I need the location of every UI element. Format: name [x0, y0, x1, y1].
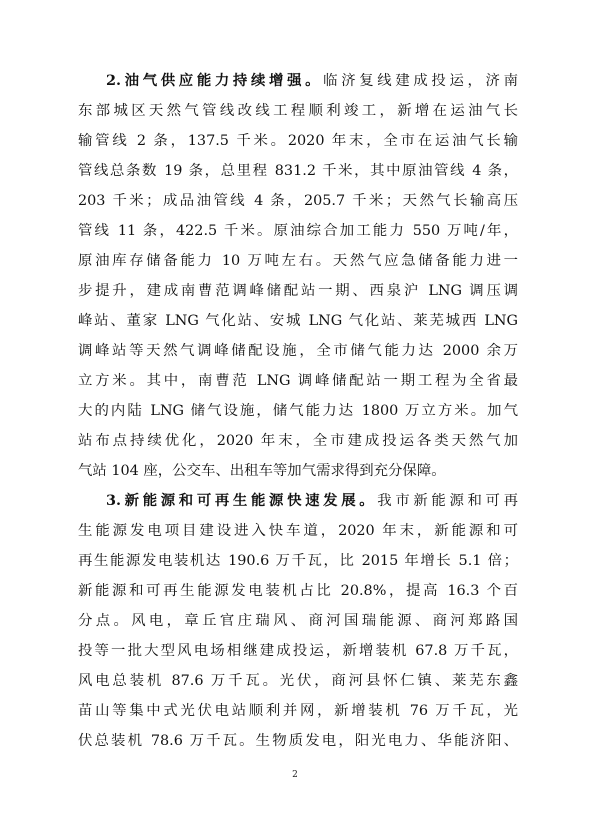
paragraph-1-line: 步提升，建成南曹范调峰储配站一期、西泉沪 LNG 调压调 — [78, 283, 518, 299]
body-text — [78, 66, 518, 756]
paragraph-2-line: 伏总装机 78.6 万千瓦。生物质发电，阳光电力、华能济阳、 — [78, 733, 518, 749]
paragraph-1-line: 管线 11 条，422.5 千米。原油综合加工能力 550 万吨/年， — [78, 223, 518, 239]
paragraph-1-line: 大的内陆 LNG 储气设施，储气能力达 1800 万立方米。加气 — [78, 403, 518, 419]
paragraph-1-heading: 2.油气供应能力持续增强。 — [106, 72, 324, 89]
paragraph-2-line: 苗山等集中式光伏电站顺利并网，新增装机 76 万千瓦，光 — [78, 703, 518, 719]
paragraph-1-line: 气站 104 座，公交车、出租车等加气需求得到充分保障。 — [78, 463, 446, 479]
paragraph-2-line: 生能源发电项目建设进入快车道，2020 年末，新能源和可 — [78, 523, 518, 539]
paragraph-1-line: 管线总条数 19 条，总里程 831.2 千米，其中原油管线 4 条， — [78, 163, 518, 179]
paragraph-2-line-1 — [78, 486, 518, 516]
paragraph-2-text: 我市新能源和可再 — [377, 493, 518, 509]
paragraph-2-heading: 3.新能源和可再生能源快速发展。 — [106, 492, 378, 509]
paragraph-1-line-1 — [78, 66, 518, 96]
paragraph-2-line: 风电总装机 87.6 万千瓦。光伏，商河县怀仁镇、莱芜东鑫 — [78, 673, 518, 689]
paragraph-2-line: 分点。风电，章丘官庄瑞风、商河国瑞能源、商河郑路国 — [78, 613, 518, 629]
paragraph-1-text: 临济复线建成投运，济南 — [323, 73, 518, 89]
paragraph-1-line: 站布点持续优化，2020 年末，全市建成投运各类天然气加 — [78, 433, 518, 449]
paragraph-1-line: 输管线 2 条，137.5 千米。2020 年末，全市在运油气长输 — [78, 133, 518, 149]
paragraph-1-line: 调峰站等天然气调峰储配设施，全市储气能力达 2000 余万 — [78, 343, 518, 359]
paragraph-2-line: 新能源和可再生能源发电装机占比 20.8%，提高 16.3 个百 — [78, 583, 518, 599]
paragraph-2-line: 投等一批大型风电场相继建成投运，新增装机 67.8 万千瓦， — [78, 643, 518, 659]
page-number: 2 — [292, 770, 298, 780]
paragraph-2-line: 再生能源发电装机达 190.6 万千瓦，比 2015 年增长 5.1 倍； — [78, 553, 518, 569]
paragraph-1-line: 立方米。其中，南曹范 LNG 调峰储配站一期工程为全省最 — [78, 373, 518, 389]
paragraph-1-line: 东部城区天然气管线改线工程顺利竣工，新增在运油气长 — [78, 103, 518, 119]
paragraph-1-line: 峰站、董家 LNG 气化站、安城 LNG 气化站、莱芜城西 LNG — [78, 313, 518, 329]
paragraph-1-line: 203 千米；成品油管线 4 条，205.7 千米；天然气长输高压 — [78, 193, 518, 209]
paragraph-1-line: 原油库存储备能力 10 万吨左右。天然气应急储备能力进一 — [78, 253, 518, 269]
